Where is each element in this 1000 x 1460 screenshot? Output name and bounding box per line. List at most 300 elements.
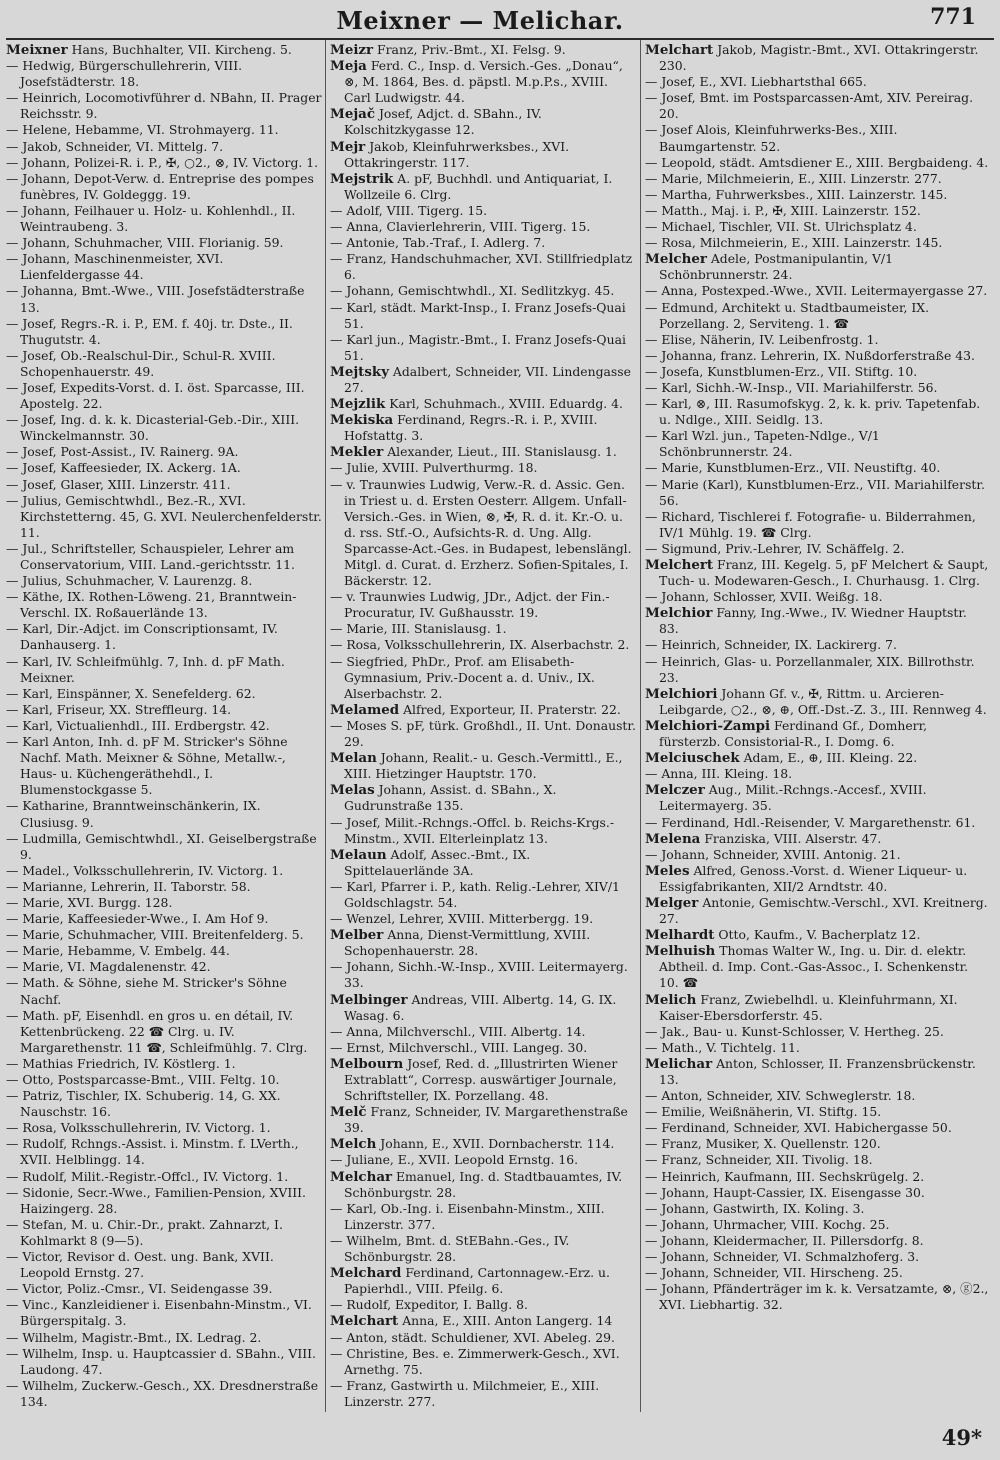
entry-text: Emanuel, Ing. d. Stadtbauamtes, IV. Schönburgstr. 28. (344, 1168, 623, 1200)
directory-entry (6, 1297, 322, 1329)
entry-text: — Karl, Victualienhdl., III. Erdbergstr. 42. (6, 717, 270, 733)
entry-text: — Victor, Poliz.-Cmsr., VI. Seidengasse 39. (6, 1281, 273, 1297)
entry-text: — Johann, Schuhmacher, VIII. Florianig. 59. (6, 235, 284, 251)
directory-entry (645, 1185, 989, 1201)
directory-entry (330, 815, 636, 847)
directory-entry (645, 300, 989, 332)
entry-text: — Rosa, Volksschullehrerin, IX. Alserbachstr. 2. (330, 637, 630, 653)
directory-entry (645, 332, 989, 348)
entry-text: — Jakob, Schneider, VI. Mittelg. 7. (6, 138, 224, 154)
directory-entry (330, 1201, 636, 1233)
entry-headword: Melchart (645, 42, 714, 58)
directory-entry (330, 396, 636, 412)
entry-text: Franz, Schneider, IV. Margarethenstraße 39. (344, 1104, 628, 1136)
entry-text: — Johann, Kleidermacher, II. Pillersdorfg. 8. (645, 1232, 924, 1248)
directory-entry (645, 1233, 989, 1249)
entry-text: — Julie, XVIII. Pulverthurmg. 18. (330, 460, 538, 476)
entry-headword: Melaun (330, 846, 387, 863)
entry-text: — Johann, Feilhauer u. Holz- u. Kohlenhdl., II. Weintraubeng. 3. (6, 202, 296, 235)
entry-text: Franz, Zwiebelhdl. u. Kleinfuhrmann, XI. Kaiser-Ebersdorferstr. 45. (659, 991, 958, 1023)
entry-text: — Karl, Sichh.-W.-Insp., VII. Mariahilferstr. 56. (645, 379, 938, 395)
entry-text: — Mathias Friedrich, IV. Köstlerg. 1. (6, 1055, 236, 1071)
directory-entry (645, 428, 989, 460)
directory-entry (6, 831, 322, 863)
directory-entry (6, 654, 322, 686)
directory-entry (6, 863, 322, 879)
directory-entry (6, 1088, 322, 1120)
directory-entry (6, 1136, 322, 1168)
directory-entry (6, 879, 322, 895)
entry-text: — Marie, Schuhmacher, VIII. Breitenfelderg. 5. (6, 927, 304, 943)
directory-entry (6, 58, 322, 90)
directory-entry (645, 541, 989, 557)
directory-entry (645, 750, 989, 766)
directory-entry (330, 1378, 636, 1410)
entry-text: — Jak., Bau- u. Kunst-Schlosser, V. Hertheg. 25. (645, 1023, 944, 1039)
directory-entry (645, 815, 989, 831)
entry-text: — Martha, Fuhrwerksbes., XIII. Lainzerstr. 145. (645, 186, 948, 202)
directory-entry (645, 1120, 989, 1136)
directory-entry (6, 1056, 322, 1072)
directory-entry (645, 460, 989, 476)
entry-text: — Karl jun., Magistr.-Bmt., I. Franz Josefs-Quai 51. (330, 331, 626, 363)
entry-text: — Katharine, Branntweinschänkerin, IX. Clusiusg. 9. (6, 798, 261, 830)
directory-entry (645, 219, 989, 235)
column-right (645, 42, 989, 1313)
entry-headword: Meixner (6, 42, 68, 58)
directory-entry (330, 460, 636, 476)
directory-entry (330, 718, 636, 750)
column-left (6, 42, 322, 1410)
directory-entry (6, 734, 322, 798)
entry-headword: Melas (330, 782, 375, 799)
entry-text: — Johanna, franz. Lehrerin, IX. Nußdorferstraße 43. (645, 347, 975, 363)
entry-text: — Ferdinand, Schneider, XVI. Habichergasse 50. (645, 1120, 952, 1136)
entry-text: — Edmund, Architekt u. Stadtbaumeister, IX. Porzellang. 2, Serviteng. 1. ☎ (645, 299, 930, 331)
directory-entry (645, 396, 989, 428)
entry-text: — Karl, Pfarrer i. P., kath. Relig.-Lehrer, XIV/1 Goldschlagstr. 54. (330, 878, 620, 910)
entry-headword: Melamed (330, 701, 400, 718)
entry-text: Johann Gf. v., ✠, Rittm. u. Arcieren-Leibgarde, ○2., ⊗, ⊕, Off.-Dst.-Z. 3., III. Rennweg 4. (659, 685, 987, 717)
directory-entry (645, 283, 989, 299)
entry-text: — Franz, Gastwirth u. Milchmeier, E., XIII. Linzerstr. 277. (330, 1377, 600, 1409)
entry-text: — Franz, Schneider, XII. Tivolig. 18. (645, 1152, 873, 1168)
entry-text: — Käthe, IX. Rothen-Löweng. 21, Branntwein-Verschl. IX. Roßauerlände 13. (6, 589, 297, 621)
directory-entry (330, 927, 636, 959)
entry-text: Adolf, Assec.-Bmt., IX. Spittelauerlände 3A. (344, 846, 531, 878)
directory-entry (6, 1330, 322, 1346)
directory-entry (6, 1346, 322, 1378)
directory-entry (645, 863, 989, 895)
directory-entry (645, 1136, 989, 1152)
entry-text: — Heinrich, Glas- u. Porzellanmaler, XIX. Billrothstr. 23. (645, 653, 975, 685)
directory-entry (6, 380, 322, 412)
entry-text: — Ernst, Milchverschl., VIII. Langeg. 30. (330, 1039, 588, 1055)
directory-entry (6, 283, 322, 315)
entry-text: Anna, E., XIII. Anton Langerg. 14 (398, 1313, 613, 1329)
entry-text: — Julius, Schuhmacher, V. Laurenzg. 8. (6, 573, 253, 589)
entry-text: Ferdinand, Cartonnagew.-Erz. u. Papierhdl., VIII. Pfeilg. 6. (344, 1265, 610, 1297)
directory-entry (645, 766, 989, 782)
entry-headword: Mejr (330, 138, 366, 155)
directory-entry (6, 171, 322, 203)
directory-entry (6, 975, 322, 1007)
entry-text: — Rudolf, Milit.-Registr.-Offcl., IV. Victorg. 1. (6, 1168, 289, 1184)
entry-text: — Josef, Expedits-Vorst. d. I. öst. Sparcasse, III. Apostelg. 22. (6, 379, 305, 412)
entry-text: — Johann, Depot-Verw. d. Entreprise des pompes funèbres, IV. Goldeggg. 19. (6, 170, 314, 202)
entry-headword: Melchiori-Zampi (645, 717, 771, 734)
column-divider (325, 40, 326, 1412)
page-header (0, 4, 1000, 36)
directory-entry (6, 460, 322, 476)
directory-entry (330, 621, 636, 637)
entry-text: — Moses S. pF, türk. Großhdl., II. Unt. Donaustr. 29. (330, 717, 636, 750)
directory-entry (6, 493, 322, 541)
entry-headword: Melhuish (645, 943, 716, 960)
entry-headword: Mekler (330, 444, 384, 461)
directory-entry (6, 1281, 322, 1297)
directory-entry (645, 1169, 989, 1185)
directory-entry (645, 477, 989, 509)
entry-text: — Marie, Kaffeesieder-Wwe., I. Am Hof 9. (6, 911, 269, 927)
signature-mark: 49* (941, 1425, 982, 1450)
entry-text: — Helene, Hebamme, VI. Strohmayerg. 11. (6, 122, 279, 138)
entry-text: Ferdinand, Regrs.-R. i. P., XVIII. Hofstattg. 3. (344, 412, 598, 444)
entry-text: — Rudolf, Expeditor, I. Ballg. 8. (330, 1297, 528, 1313)
entry-text: — Marie (Karl), Kunstblumen-Erz., VII. Mariahilferstr. 56. (645, 476, 985, 508)
entry-text: — Franz, Musiker, X. Quellenstr. 120. (645, 1136, 881, 1152)
entry-text: — Johann, Pfänderträger im k. k. Versatzamte, ⊗, ⓖ2., XVI. Liebhartig. 32. (645, 1281, 989, 1313)
entry-text: — Johann, Schneider, VI. Schmalzhoferg. 3. (645, 1249, 920, 1265)
entry-text: — Anna, III. Kleing. 18. (645, 766, 793, 782)
entry-text: Franziska, VIII. Alserstr. 47. (700, 830, 882, 846)
directory-entry (6, 251, 322, 283)
directory-entry (330, 1330, 636, 1346)
directory-entry (6, 895, 322, 911)
directory-entry (330, 203, 636, 219)
directory-entry (6, 621, 322, 653)
directory-entry (330, 332, 636, 364)
column-divider (640, 40, 641, 1412)
entry-text: Adalbert, Schneider, VII. Lindengasse 27. (344, 363, 631, 395)
entry-text: — Johann, Gemischtwhdl., XI. Sedlitzkyg. 45. (330, 283, 615, 299)
entry-text: — Johann, Schneider, XVIII. Antonig. 21. (645, 846, 901, 862)
directory-entry (6, 718, 322, 734)
directory-entry (330, 283, 636, 299)
entry-headword: Melcher (645, 251, 707, 268)
entry-text: — Madel., Volksschullehrerin, IV. Victorg. 1. (6, 862, 284, 878)
entry-text: — Ferdinand, Hdl.-Reisender, V. Margarethenstr. 61. (645, 814, 976, 830)
directory-entry (330, 1056, 636, 1104)
entry-text: Josef, Red. d. „Illustrirten Wiener Extrablatt“, Corresp. auswärtiger Journale, Schriftsteller, IX. Porzellang. 48. (344, 1055, 618, 1104)
entry-headword: Melichar (645, 1055, 713, 1072)
entry-text: Josef, Adjct. d. SBahn., IV. Kolschitzkygasse 12. (344, 106, 542, 138)
directory-entry (6, 927, 322, 943)
entry-headword: Melchard (330, 1265, 402, 1282)
entry-text: — Marie, Hebamme, V. Embelg. 44. (6, 943, 230, 959)
entry-text: Alfred, Exporteur, II. Praterstr. 22. (399, 701, 621, 717)
directory-entry (330, 219, 636, 235)
entry-text: — Karl, Friseur, XX. Streffleurg. 14. (6, 701, 232, 717)
entry-text: — Johann, Maschinenmeister, XVI. Lienfeldergasse 44. (6, 251, 224, 283)
entry-text: — Karl, Dir.-Adjct. im Conscriptionsamt, IV. Danhauserg. 1. (6, 621, 278, 653)
directory-entry (6, 155, 322, 171)
entry-text: — Sidonie, Secr.-Wwe., Familien-Pension, XVIII. Haizingerg. 28. (6, 1184, 306, 1216)
entry-text: Johann, E., XVII. Dornbacherstr. 114. (376, 1136, 615, 1152)
entry-headword: Melchart (330, 1313, 399, 1330)
entry-headword: Melan (330, 750, 377, 767)
directory-entry (645, 992, 989, 1024)
entry-text: — Josef, Post-Assist., IV. Rainerg. 9A. (6, 444, 239, 460)
directory-entry (645, 1040, 989, 1056)
directory-entry (330, 911, 636, 927)
directory-entry (645, 187, 989, 203)
directory-entry (6, 573, 322, 589)
directory-entry (330, 171, 636, 203)
entry-text: — Josef, Kaffeesieder, IX. Ackerg. 1A. (6, 460, 241, 476)
entry-text: Andreas, VIII. Albertg. 14, G. IX. Wasag. 6. (344, 991, 617, 1023)
directory-entry (645, 380, 989, 396)
directory-entry (645, 1024, 989, 1040)
directory-entry (645, 1281, 989, 1313)
entry-text: — Patriz, Tischler, IX. Schuberig. 14, G. XX. Nauschstr. 16. (6, 1088, 281, 1120)
directory-entry (6, 90, 322, 122)
directory-entry (330, 58, 636, 106)
entry-text: — Karl Wzl. jun., Tapeten-Ndlge., V/1 Schönbrunnerstr. 24. (645, 428, 880, 460)
directory-entry (645, 654, 989, 686)
directory-entry (6, 203, 322, 235)
entry-text: — Adolf, VIII. Tigerg. 15. (330, 202, 488, 218)
directory-entry (645, 171, 989, 187)
entry-headword: Melchert (645, 557, 714, 573)
directory-entry (330, 1152, 636, 1168)
entry-text: — Wilhelm, Bmt. d. StEBahn.-Ges., IV. Schönburgstr. 28. (330, 1232, 570, 1265)
entry-text: — Josef Alois, Kleinfuhrwerks-Bes., XIII. Baumgartenstr. 52. (645, 122, 898, 154)
directory-entry (6, 42, 322, 58)
directory-entry (6, 911, 322, 927)
entry-text: — Hedwig, Bürgerschullehrerin, VIII. Josefstädterstr. 18. (6, 58, 243, 90)
entry-text: — Josef, Bmt. im Postsparcassen-Amt, XIV. Pereirag. 20. (645, 90, 974, 122)
directory-entry (330, 847, 636, 879)
entry-text: — Ludmilla, Gemischtwhdl., XI. Geiselbergstraße 9. (6, 830, 317, 862)
directory-entry (330, 750, 636, 782)
directory-entry (330, 139, 636, 171)
directory-entry (645, 42, 989, 74)
directory-entry (330, 477, 636, 590)
directory-entry (645, 1088, 989, 1104)
entry-text: — Johann, Haupt-Cassier, IX. Eisengasse 30. (645, 1184, 925, 1200)
entry-text: — Marie, XVI. Burgg. 128. (6, 894, 173, 910)
entry-text: Antonie, Gemischtw.-Verschl., XVI. Kreitnerg. 27. (659, 894, 988, 927)
entry-text: — Siegfried, PhDr., Prof. am Elisabeth-Gymnasium, Priv.-Docent a. d. Univ., IX. Alserbachstr. 2. (330, 653, 595, 701)
entry-headword: Melbinger (330, 991, 408, 1008)
entry-text: — Richard, Tischlerei f. Fotografie- u. Bilderrahmen, IV/1 Mühlg. 19. ☎ Clrg. (645, 508, 976, 540)
entry-text: Aug., Milit.-Rchngs.-Accesf., XVIII. Leitermayerg. 35. (659, 782, 927, 814)
directory-entry (6, 541, 322, 573)
directory-entry (6, 1008, 322, 1056)
directory-entry (645, 605, 989, 637)
directory-entry (645, 364, 989, 380)
entry-text: — Math., V. Tichtelg. 11. (645, 1039, 800, 1055)
entry-headword: Mekiska (330, 412, 394, 429)
directory-entry (6, 412, 322, 444)
entry-text: — Karl Anton, Inh. d. pF M. Stricker's Söhne Nachf. Math. Meixner & Söhne, Metallw.-, Haus- u. Küchengeräthehdl., I. Blumenstockgasse 5. (6, 734, 288, 798)
directory-entry (6, 1249, 322, 1281)
entry-text: — Anton, städt. Schuldiener, XVI. Abeleg. 29. (330, 1329, 615, 1345)
directory-entry (6, 1378, 322, 1410)
entry-text: — Wilhelm, Insp. u. Hauptcassier d. SBahn., VIII. Laudong. 47. (6, 1345, 316, 1377)
entry-headword: Mejstrik (330, 170, 394, 187)
entry-text: — Heinrich, Locomotivführer d. NBahn, II. Prager Reichsstr. 9. (6, 90, 322, 122)
directory-entry (330, 782, 636, 814)
entry-text: — Karl, Ob.-Ing. i. Eisenbahn-Minstm., XIII. Linzerstr. 377. (330, 1200, 605, 1232)
entry-headword: Mejzlik (330, 396, 386, 413)
entry-text: — Karl, IV. Schleifmühlg. 7, Inh. d. pF Math. Meixner. (6, 653, 285, 685)
directory-entry (6, 235, 322, 251)
entry-text: Jakob, Kleinfuhrwerksbes., XVI. Ottakringerstr. 117. (344, 138, 570, 170)
entry-text: — Michael, Tischler, VII. St. Ulrichsplatz 4. (645, 219, 917, 235)
directory-entry (330, 42, 636, 58)
entry-headword: Melena (645, 830, 701, 847)
directory-entry (6, 943, 322, 959)
entry-text: Anton, Schlosser, II. Franzensbrückenstr. 13. (659, 1055, 976, 1087)
entry-text: — Vinc., Kanzleidiener i. Eisenbahn-Minstm., VI. Bürgerspitalg. 3. (6, 1297, 312, 1329)
entry-text: — Johanna, Bmt.-Wwe., VIII. Josefstädterstraße 13. (6, 283, 305, 315)
directory-entry (6, 959, 322, 975)
entry-text: — Leopold, städt. Amtsdiener E., XIII. Bergbaideng. 4. (645, 154, 989, 170)
entry-text: — Johann, Gastwirth, IX. Koling. 3. (645, 1200, 865, 1216)
directory-entry (6, 1072, 322, 1088)
directory-entry (645, 895, 989, 927)
entry-text: Adam, E., ⊕, III. Kleing. 22. (739, 750, 918, 766)
entry-text: Adele, Postmanipulantin, V/1 Schönbrunnerstr. 24. (659, 251, 893, 283)
directory-entry (6, 444, 322, 460)
entry-text: — Juliane, E., XVII. Leopold Ernstg. 16. (330, 1152, 579, 1168)
directory-entry (645, 155, 989, 171)
page-number: 771 (930, 4, 976, 30)
entry-text: — Jul., Schriftsteller, Schauspieler, Lehrer am Conservatorium, VIII. Land.-gerichtsstr. 11. (6, 540, 295, 572)
directory-entry (645, 235, 989, 251)
directory-entry (645, 1152, 989, 1168)
directory-entry (330, 1346, 636, 1378)
directory-entry (645, 1265, 989, 1281)
directory-entry (645, 1201, 989, 1217)
entry-text: Johann, Assist. d. SBahn., X. Gudrunstraße 135. (344, 782, 557, 814)
entry-text: — Josef, Milit.-Rchngs.-Offcl. b. Reichs-Krgs.-Minstm., XVII. Elterleinplatz 13. (330, 814, 615, 846)
directory-entry (330, 300, 636, 332)
directory-entry (6, 589, 322, 621)
entry-text: — v. Traunwies Ludwig, JDr., Adjct. der Fin.-Procuratur, IV. Gußhausstr. 19. (330, 589, 610, 621)
entry-text: — Marie, Milchmeierin, E., XIII. Linzerstr. 277. (645, 170, 942, 186)
entry-headword: Mejtsky (330, 363, 389, 380)
entry-headword: Mejač (330, 106, 376, 123)
entry-text: Franz, III. Kegelg. 5, pF Melchert & Saupt, Tuch- u. Modewaren-Gesch., I. Churhausg. 1. Clrg. (659, 557, 989, 589)
entry-headword: Melchior (645, 605, 713, 622)
directory-entry (645, 251, 989, 283)
entry-headword: Melhardt (645, 927, 715, 944)
directory-entry (330, 702, 636, 718)
directory-entry (330, 1136, 636, 1152)
directory-entry (645, 348, 989, 364)
entry-headword: Melczer (645, 782, 705, 799)
entry-text: — Anna, Postexped.-Wwe., XVII. Leitermayergasse 27. (645, 283, 988, 299)
directory-entry (6, 1169, 322, 1185)
directory-entry (645, 1104, 989, 1120)
running-head: Meixner — Melichar. (336, 6, 624, 35)
entry-text: Ferd. C., Insp. d. Versich.-Ges. „Donau“, ⊗, M. 1864, Bes. d. päpstl. M.p.P.s., XVIII. Carl Ludwigstr. 44. (344, 58, 623, 106)
entry-text: — Heinrich, Schneider, IX. Lackirerg. 7. (645, 637, 897, 653)
entry-text: — Wilhelm, Zuckerw.-Gesch., XX. Dresdnerstraße 134. (6, 1377, 319, 1409)
directory-entry (330, 1024, 636, 1040)
entry-text: — Johann, Sichh.-W.-Insp., XVIII. Leitermayerg. 33. (330, 959, 628, 991)
directory-entry (330, 1040, 636, 1056)
directory-entry (645, 1056, 989, 1088)
entry-headword: Melchiori (645, 685, 718, 702)
entry-text: — Johann, Uhrmacher, VIII. Kochg. 25. (645, 1216, 890, 1232)
entry-text: — v. Traunwies Ludwig, Verw.-R. d. Assic. Gen. in Triest u. d. Ersten Oesterr. Allgem. Unfall-Versich.-Ges. in Wien, ⊗, ✠, R. d. it. Kr.-O. u. d. rss. Stf.-O., Aufsichts-R. d. Ung. Allg. Sparcasse-Act.-Ges. in Budapest, lebenslängl. Mitgl. d. Curat. d. Erzherz. Sofien-Spitales, I. Bäckerstr. 12. (330, 476, 632, 589)
entry-text: — Julius, Gemischtwhdl., Bez.-R., XVI. Kirchstetterng. 45, G. XVI. Neulerchenfelderstr. 11. (6, 492, 322, 540)
entry-text: — Rosa, Volksschullehrerin, IV. Victorg. 1. (6, 1120, 271, 1136)
entry-text: A. pF, Buchhdl. und Antiquariat, I. Wollzeile 6. Clrg. (344, 170, 613, 202)
entry-text: — Rudolf, Rchngs.-Assist. i. Minstm. f. LVerth., XVII. Helblingg. 14. (6, 1136, 299, 1168)
directory-entry (6, 798, 322, 830)
entry-text: — Sigmund, Priv.-Lehrer, IV. Schäffelg. 2. (645, 540, 905, 556)
directory-entry (330, 1265, 636, 1297)
entry-text: — Heinrich, Kaufmann, III. Sechskrügelg. 2. (645, 1168, 925, 1184)
entry-headword: Melich (645, 991, 697, 1008)
directory-entry (6, 1217, 322, 1249)
directory-entry (645, 74, 989, 90)
entry-text: Hans, Buchhalter, VII. Kircheng. 5. (67, 42, 292, 57)
directory-entry (330, 364, 636, 396)
entry-text: — Johann, Schneider, VII. Hirscheng. 25. (645, 1265, 903, 1281)
directory-entry (645, 686, 989, 718)
directory-entry (330, 879, 636, 911)
entry-text: Jakob, Magistr.-Bmt., XVI. Ottakringerstr. 230. (659, 42, 979, 74)
directory-entry (645, 927, 989, 943)
directory-entry (6, 702, 322, 718)
entry-text: — Elise, Näherin, IV. Leibenfrostg. 1. (645, 331, 879, 347)
entry-text: — Christine, Bes. e. Zimmerwerk-Gesch., XVI. Arnethg. 75. (330, 1345, 620, 1377)
directory-entry (330, 106, 636, 138)
directory-entry (645, 831, 989, 847)
entry-headword: Meles (645, 862, 690, 879)
entry-text: — Karl, städt. Markt-Insp., I. Franz Josefs-Quai 51. (330, 299, 626, 331)
entry-headword: Meja (330, 58, 367, 75)
directory-entry (330, 637, 636, 653)
directory-entry (330, 654, 636, 702)
directory-entry (330, 412, 636, 444)
directory-entry (6, 686, 322, 702)
entry-text: — Stefan, M. u. Chir.-Dr., prakt. Zahnarzt, I. Kohlmarkt 8 (9—5). (6, 1216, 283, 1248)
directory-entry (330, 235, 636, 251)
directory-entry (645, 1249, 989, 1265)
directory-entry (330, 959, 636, 991)
entry-text: Anna, Dienst-Vermittlung, XVIII. Schopenhauerstr. 28. (344, 927, 591, 959)
entry-text: — Matth., Maj. i. P., ✠, XIII. Lainzerstr. 152. (645, 202, 921, 218)
directory-entry (645, 847, 989, 863)
entry-text: — Anton, Schneider, XIV. Schweglerstr. 18. (645, 1088, 916, 1104)
directory-entry (6, 477, 322, 493)
entry-headword: Meizr (330, 42, 374, 58)
header-rule (6, 38, 994, 40)
directory-entry (330, 1169, 636, 1201)
entry-text: — Marie, Kunstblumen-Erz., VII. Neustiftg. 40. (645, 460, 941, 476)
entry-headword: Melber (330, 927, 384, 944)
directory-entry (6, 1120, 322, 1136)
directory-entry (330, 992, 636, 1024)
entry-text: — Josef, Glaser, XIII. Linzerstr. 411. (6, 476, 231, 492)
